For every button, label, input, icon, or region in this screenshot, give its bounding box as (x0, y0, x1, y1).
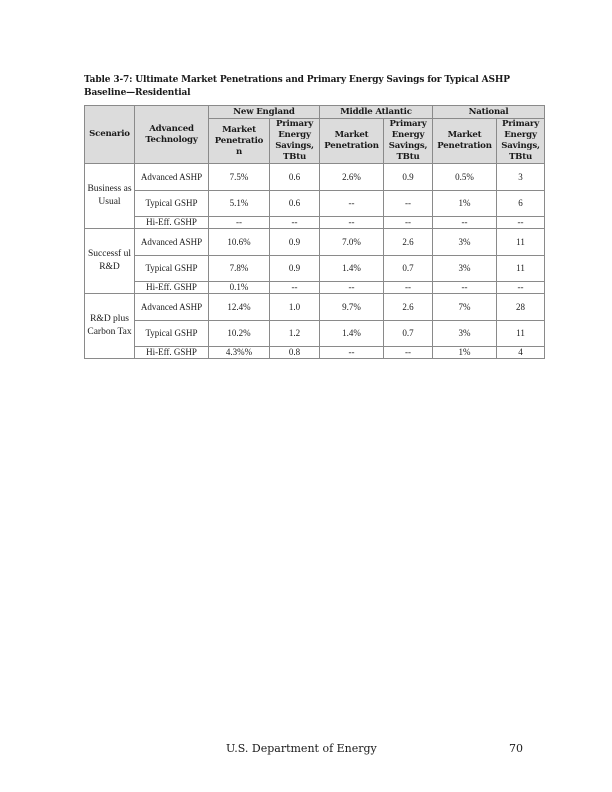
value-cell: 0.5% (433, 164, 497, 191)
value-cell: -- (320, 347, 384, 359)
value-cell: 10.2% (209, 321, 270, 347)
technology-cell: Hi-Eff. GSHP (135, 282, 209, 294)
value-cell: -- (209, 217, 270, 229)
value-cell: -- (384, 217, 433, 229)
scenario-cell: Successf ul R&D (85, 229, 135, 294)
caption-line-1: Table 3-7: Ultimate Market Penetrations and Primary Energy Savings for Typical ASHP (84, 75, 510, 85)
value-cell: 0.7 (384, 321, 433, 347)
value-cell: 10.6% (209, 229, 270, 256)
value-cell: 1% (433, 191, 497, 217)
scenario-cell: Business as Usual (85, 164, 135, 229)
table-row (85, 321, 545, 347)
value-cell: 0.7 (384, 256, 433, 282)
technology-cell: Advanced ASHP (135, 229, 209, 256)
header-scenario: Scenario (85, 106, 135, 164)
value-cell: 28 (497, 294, 545, 321)
value-cell: -- (320, 217, 384, 229)
header-nat-energy-savings: Primary Energy Savings, TBtu (497, 119, 545, 164)
table-row (85, 347, 545, 359)
value-cell: -- (384, 282, 433, 294)
table-caption (84, 74, 554, 99)
value-cell: 7.5% (209, 164, 270, 191)
header-region-middle-atlantic: Middle Atlantic (320, 106, 433, 119)
table-row (85, 282, 545, 294)
value-cell: 11 (497, 321, 545, 347)
value-cell: 7.0% (320, 229, 384, 256)
value-cell: 0.6 (270, 191, 320, 217)
technology-cell: Typical GSHP (135, 191, 209, 217)
header-technology: Advanced Technology (135, 106, 209, 164)
table-row (85, 294, 545, 321)
value-cell: -- (320, 282, 384, 294)
value-cell: 12.4% (209, 294, 270, 321)
value-cell: 0.1% (209, 282, 270, 294)
header-nat-market-penetration: Market Penetration (433, 119, 497, 164)
value-cell: 0.9 (270, 256, 320, 282)
value-cell: 3 (497, 164, 545, 191)
footer-page-number: 70 (509, 742, 523, 755)
value-cell: 0.9 (270, 229, 320, 256)
header-region-new-england: New England (209, 106, 320, 119)
value-cell: 7% (433, 294, 497, 321)
header-ne-energy-savings: Primary Energy Savings, TBtu (270, 119, 320, 164)
header-ma-energy-savings: Primary Energy Savings, TBtu (384, 119, 433, 164)
caption-line-2: Baseline—Residential (84, 87, 191, 98)
technology-cell: Hi-Eff. GSHP (135, 217, 209, 229)
value-cell: 3% (433, 229, 497, 256)
value-cell: 11 (497, 256, 545, 282)
value-cell: 5.1% (209, 191, 270, 217)
value-cell: 3% (433, 321, 497, 347)
value-cell: 2.6 (384, 229, 433, 256)
value-cell: 1.4% (320, 321, 384, 347)
value-cell: -- (497, 217, 545, 229)
value-cell: 11 (497, 229, 545, 256)
technology-cell: Advanced ASHP (135, 164, 209, 191)
value-cell: -- (384, 347, 433, 359)
value-cell: 9.7% (320, 294, 384, 321)
value-cell: -- (320, 191, 384, 217)
header-ma-market-penetration: Market Penetration (320, 119, 384, 164)
value-cell: 1.4% (320, 256, 384, 282)
table-row (85, 164, 545, 191)
value-cell: 7.8% (209, 256, 270, 282)
value-cell: -- (270, 217, 320, 229)
value-cell: -- (384, 191, 433, 217)
value-cell: -- (497, 282, 545, 294)
table-row (85, 229, 545, 256)
table-row (85, 217, 545, 229)
value-cell: -- (433, 282, 497, 294)
footer-organization: U.S. Department of Energy (226, 742, 377, 755)
value-cell: 0.9 (384, 164, 433, 191)
value-cell: 1% (433, 347, 497, 359)
table-row (85, 191, 545, 217)
technology-cell: Typical GSHP (135, 321, 209, 347)
value-cell: 1.2 (270, 321, 320, 347)
value-cell: 2.6 (384, 294, 433, 321)
technology-cell: Hi-Eff. GSHP (135, 347, 209, 359)
technology-cell: Typical GSHP (135, 256, 209, 282)
value-cell: 4 (497, 347, 545, 359)
value-cell: 0.6 (270, 164, 320, 191)
header-region-national: National (433, 106, 545, 119)
scenario-cell: R&D plus Carbon Tax (85, 294, 135, 359)
value-cell: 2.6% (320, 164, 384, 191)
table-row (85, 256, 545, 282)
technology-cell: Advanced ASHP (135, 294, 209, 321)
value-cell: 0.8 (270, 347, 320, 359)
value-cell: 4.3%% (209, 347, 270, 359)
header-ne-market-penetration: Market Penetratio n (209, 119, 270, 164)
value-cell: -- (270, 282, 320, 294)
value-cell: 3% (433, 256, 497, 282)
market-penetration-table (84, 105, 545, 359)
value-cell: 1.0 (270, 294, 320, 321)
value-cell: 6 (497, 191, 545, 217)
value-cell: -- (433, 217, 497, 229)
